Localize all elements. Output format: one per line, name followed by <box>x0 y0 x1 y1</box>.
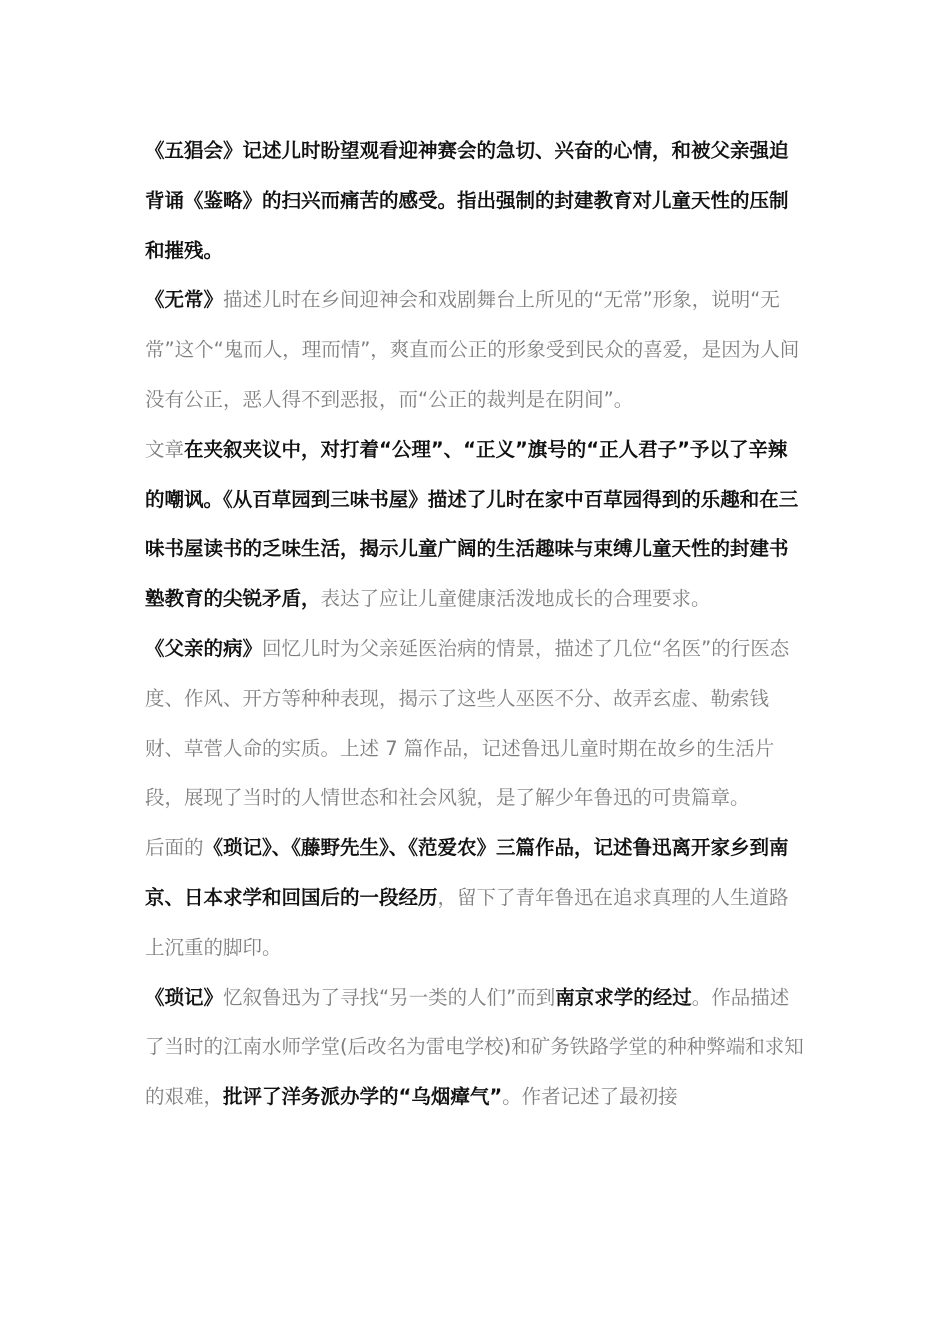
text-segment: 《无常》 <box>145 288 224 312</box>
text-segment: 。作品描述了当时的江南水师学堂(后改名为雷电学校)和矿务铁路学堂的种种弊端和求知的艰难， <box>145 985 804 1109</box>
text-segment: 《琐记》 <box>145 985 224 1009</box>
paragraph-wuchanghui <box>145 126 805 275</box>
text-segment: 。作者记述了最初接 <box>502 1085 678 1109</box>
text-segment: 批评了洋务派办学的“乌烟瘴气” <box>223 1085 503 1109</box>
document-body <box>145 126 805 1122</box>
text-segment: 表达了应让儿童健康活泼地成长的合理要求。 <box>320 587 711 611</box>
paragraph-wuchang <box>145 275 805 424</box>
text-segment: 在夹叙夹议中，对打着“公理”、“正义”旗号的“正人君子”予以了辛辣的嘲讽。《从百草园到三味书屋》描述了儿时在家中百草园得到的乐趣和在三味书屋读书的乏味生活，揭示儿童广阔的生活趣味与束缚儿童天性的封建书塾教育的尖锐矛盾， <box>145 437 799 611</box>
paragraph-later-works <box>145 823 805 972</box>
text-segment: 南京求学的经过 <box>555 985 692 1009</box>
text-segment: 后面的 <box>145 836 204 860</box>
text-segment: 《父亲的病》 <box>145 636 263 660</box>
paragraph-baicaoyuan <box>145 425 805 624</box>
text-segment: 文章 <box>145 437 185 461</box>
text-segment: 《琐记》、《藤野先生》、《范爱农》三篇作品，记述鲁迅离开家乡到南京、日本求学和回国后的一段经历 <box>145 836 789 909</box>
text-segment: ，留下了青年鲁迅在追求真理的人生道路上沉重的脚印。 <box>145 885 789 959</box>
text-segment: 《五猖会》记述儿时盼望观看迎神赛会的急切、兴奋的心情，和被父亲强迫背诵《鉴略》的扫兴而痛苦的感受。指出强制的封建教育对儿童天性的压制和摧残。 <box>145 139 789 262</box>
paragraph-suoji <box>145 973 805 1122</box>
text-segment: 忆叙鲁迅为了寻找“另一类的人们”而到 <box>223 985 556 1009</box>
paragraph-fuqindebing <box>145 624 805 823</box>
text-segment: 描述儿时在乡间迎神会和戏剧舞台上所见的“无常”形象，说明“无常”这个“鬼而人，理而情”，爽直而公正的形象受到民众的喜爱，是因为人间没有公正，恶人得不到恶报，而“公正的裁判是在阴间”。 <box>145 288 800 411</box>
text-segment: 回忆儿时为父亲延医治病的情景，描述了几位“名医”的行医态度、作风、开方等种种表现，揭示了这些人巫医不分、故弄玄虚、勒索钱财、草菅人命的实质。上述 7 篇作品，记述鲁迅儿童时期在故乡的生活片段，展现了当时的人情世态和社会风貌，是了解少年鲁迅的可贵篇章。 <box>145 636 790 810</box>
